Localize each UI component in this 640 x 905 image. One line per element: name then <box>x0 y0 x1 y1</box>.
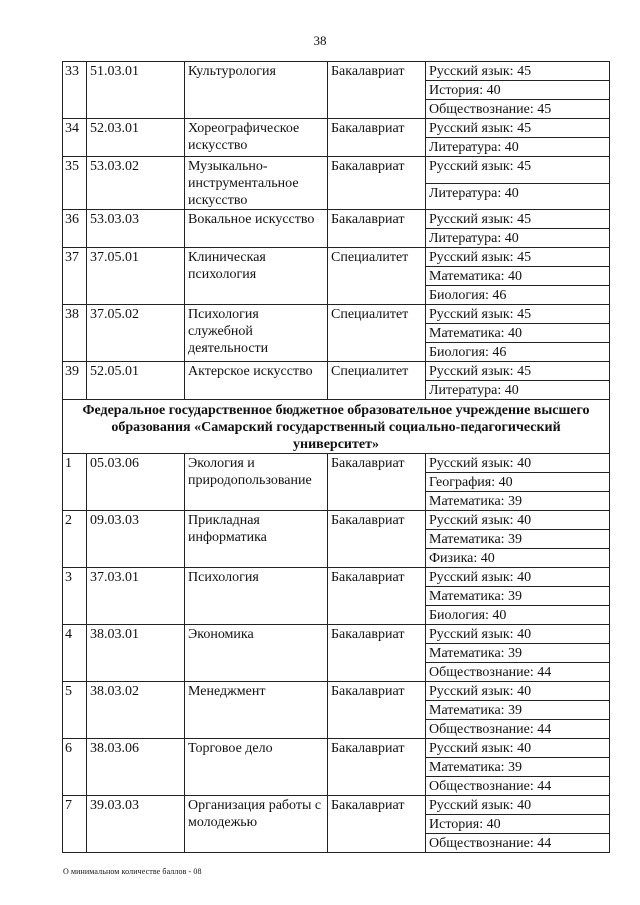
table-row <box>63 157 610 184</box>
specialty-name: Организация работы с молодежью <box>185 796 328 853</box>
program-code: 09.03.03 <box>87 511 185 568</box>
table-row <box>63 248 610 267</box>
subject-min-score: Математика: 39 <box>426 644 610 663</box>
table-row <box>63 119 610 138</box>
row-number: 33 <box>63 62 87 119</box>
subject-min-score: Русский язык: 40 <box>426 454 610 473</box>
subject-min-score: Русский язык: 40 <box>426 568 610 587</box>
subject-min-score: Математика: 39 <box>426 701 610 720</box>
program-code: 39.03.03 <box>87 796 185 853</box>
specialty-name: Клиническая психология <box>185 248 328 305</box>
row-number: 5 <box>63 682 87 739</box>
subject-min-score: Литература: 40 <box>426 183 610 210</box>
table-row <box>63 62 610 81</box>
subject-min-score: Русский язык: 40 <box>426 511 610 530</box>
program-code: 53.03.03 <box>87 210 185 248</box>
degree-level: Бакалавриат <box>328 796 426 853</box>
row-number: 1 <box>63 454 87 511</box>
specialty-name: Актерское искусство <box>185 362 328 400</box>
degree-level: Бакалавриат <box>328 210 426 248</box>
subject-min-score: Математика: 39 <box>426 530 610 549</box>
specialty-name: Менеджмент <box>185 682 328 739</box>
admission-scores-table <box>62 61 610 853</box>
table-section-a <box>63 62 610 400</box>
org-header-row <box>63 400 610 454</box>
table-row <box>63 210 610 229</box>
subject-min-score: Русский язык: 45 <box>426 210 610 229</box>
subject-min-score: Литература: 40 <box>426 381 610 400</box>
subject-min-score: Русский язык: 45 <box>426 62 610 81</box>
degree-level: Специалитет <box>328 248 426 305</box>
row-number: 36 <box>63 210 87 248</box>
subject-min-score: Биология: 46 <box>426 286 610 305</box>
row-number: 6 <box>63 739 87 796</box>
table-row <box>63 568 610 587</box>
degree-level: Бакалавриат <box>328 62 426 119</box>
specialty-name: Психология служебной деятельности <box>185 305 328 362</box>
row-number: 4 <box>63 625 87 682</box>
subject-min-score: Математика: 39 <box>426 492 610 511</box>
subject-min-score: Русский язык: 40 <box>426 625 610 644</box>
row-number: 37 <box>63 248 87 305</box>
subject-min-score: Математика: 39 <box>426 587 610 606</box>
specialty-name: Торговое дело <box>185 739 328 796</box>
degree-level: Бакалавриат <box>328 739 426 796</box>
degree-level: Бакалавриат <box>328 625 426 682</box>
table-row <box>63 625 610 644</box>
subject-min-score: Обществознание: 44 <box>426 663 610 682</box>
program-code: 37.03.01 <box>87 568 185 625</box>
specialty-name: Музыкально-инструментальное искусство <box>185 157 328 210</box>
subject-min-score: Математика: 40 <box>426 267 610 286</box>
table-row <box>63 796 610 815</box>
subject-min-score: Русский язык: 40 <box>426 682 610 701</box>
subject-min-score: Обществознание: 44 <box>426 834 610 853</box>
subject-min-score: Математика: 39 <box>426 758 610 777</box>
subject-min-score: Математика: 40 <box>426 324 610 343</box>
program-code: 37.05.02 <box>87 305 185 362</box>
subject-min-score: Физика: 40 <box>426 549 610 568</box>
row-number: 34 <box>63 119 87 157</box>
subject-min-score: География: 40 <box>426 473 610 492</box>
subject-min-score: Русский язык: 45 <box>426 119 610 138</box>
program-code: 38.03.02 <box>87 682 185 739</box>
subject-min-score: Обществознание: 44 <box>426 777 610 796</box>
degree-level: Специалитет <box>328 362 426 400</box>
table-row <box>63 454 610 473</box>
degree-level: Бакалавриат <box>328 568 426 625</box>
subject-min-score: Русский язык: 45 <box>426 362 610 381</box>
degree-level: Бакалавриат <box>328 119 426 157</box>
footer-note: О минимальном количестве баллов - 08 <box>63 867 202 876</box>
row-number: 7 <box>63 796 87 853</box>
row-number: 38 <box>63 305 87 362</box>
program-code: 53.03.02 <box>87 157 185 210</box>
row-number: 2 <box>63 511 87 568</box>
subject-min-score: Русский язык: 45 <box>426 248 610 267</box>
program-code: 38.03.01 <box>87 625 185 682</box>
program-code: 51.03.01 <box>87 62 185 119</box>
specialty-name: Экономика <box>185 625 328 682</box>
subject-min-score: Литература: 40 <box>426 229 610 248</box>
specialty-name: Экология и природопользование <box>185 454 328 511</box>
subject-min-score: Биология: 40 <box>426 606 610 625</box>
subject-min-score: Биология: 46 <box>426 343 610 362</box>
subject-min-score: Русский язык: 40 <box>426 739 610 758</box>
specialty-name: Вокальное искусство <box>185 210 328 248</box>
subject-min-score: Обществознание: 44 <box>426 720 610 739</box>
specialty-name: Прикладная информатика <box>185 511 328 568</box>
row-number: 39 <box>63 362 87 400</box>
degree-level: Бакалавриат <box>328 454 426 511</box>
table-section-b <box>63 454 610 853</box>
specialty-name: Культурология <box>185 62 328 119</box>
specialty-name: Хореографическое искусство <box>185 119 328 157</box>
table-row <box>63 739 610 758</box>
table-row <box>63 682 610 701</box>
row-number: 3 <box>63 568 87 625</box>
table-row <box>63 511 610 530</box>
table-row <box>63 305 610 324</box>
program-code: 38.03.06 <box>87 739 185 796</box>
program-code: 05.03.06 <box>87 454 185 511</box>
program-code: 52.05.01 <box>87 362 185 400</box>
degree-level: Бакалавриат <box>328 157 426 210</box>
program-code: 37.05.01 <box>87 248 185 305</box>
subject-min-score: История: 40 <box>426 815 610 834</box>
org-header: Федеральное государственное бюджетное образовательное учреждение высшего образования «Самарский государственный социально-педагогический университет» <box>63 400 610 454</box>
subject-min-score: Русский язык: 45 <box>426 305 610 324</box>
subject-min-score: Русский язык: 45 <box>426 157 610 184</box>
subject-min-score: История: 40 <box>426 81 610 100</box>
row-number: 35 <box>63 157 87 210</box>
degree-level: Специалитет <box>328 305 426 362</box>
subject-min-score: Обществознание: 45 <box>426 100 610 119</box>
program-code: 52.03.01 <box>87 119 185 157</box>
table-row <box>63 362 610 381</box>
degree-level: Бакалавриат <box>328 682 426 739</box>
subject-min-score: Литература: 40 <box>426 138 610 157</box>
degree-level: Бакалавриат <box>328 511 426 568</box>
page-number: 38 <box>313 33 327 48</box>
specialty-name: Психология <box>185 568 328 625</box>
subject-min-score: Русский язык: 40 <box>426 796 610 815</box>
